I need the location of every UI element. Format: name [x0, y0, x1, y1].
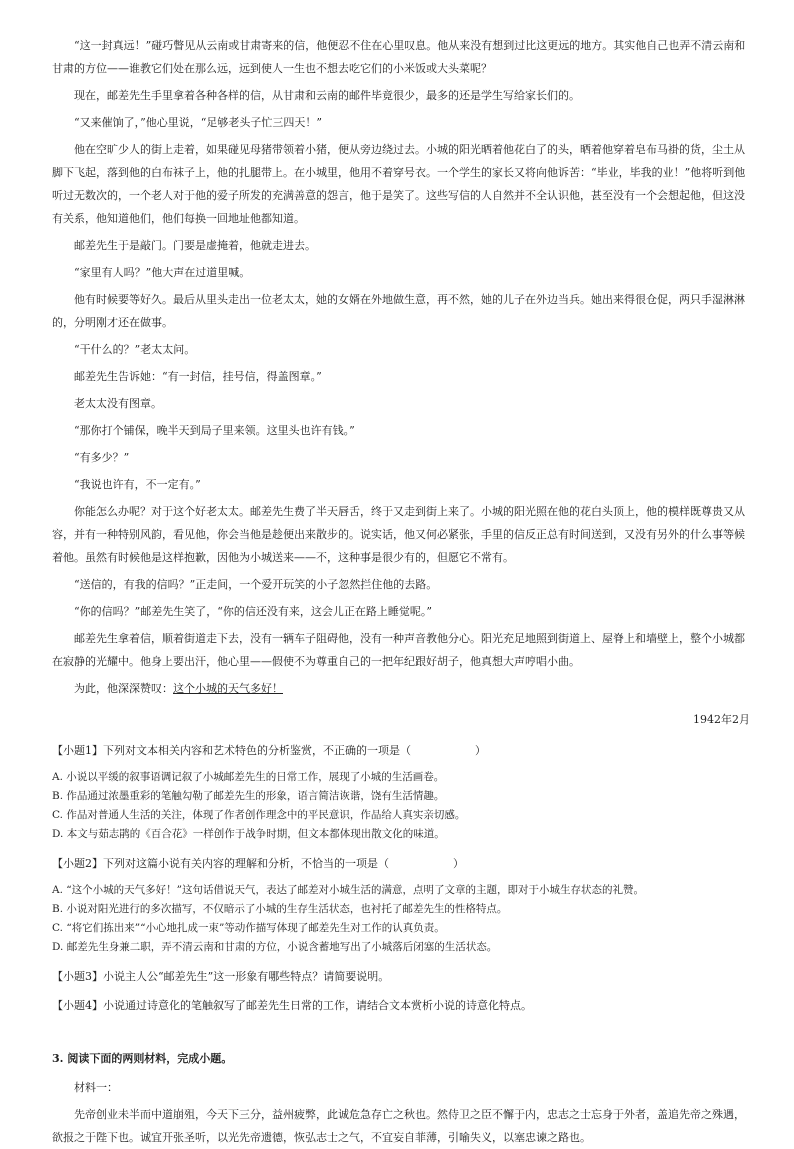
paragraph-5: 邮差先生于是敲门。门要是虚掩着，他就走进去。	[74, 239, 316, 252]
question-1	[52, 739, 750, 844]
paragraph-7: 他有时候要等好久。最后从里头走出一位老太太，她的女婿在外地做生意，再不然，她的儿子在外边当兵。她出来得很仓促，两只手湿淋淋的，分明刚才还在做事。	[52, 293, 745, 329]
question-2	[52, 852, 750, 957]
material-1-label: 材料一：	[74, 1081, 118, 1094]
q1-option-d: D. 本文与茹志鹃的《百合花》一样创作于战争时期，但文本都体现出散文化的味道。	[52, 828, 445, 840]
question-3: 【小题3】小说主人公“邮差先生”这一形象有哪些特点？请简要说明。	[52, 970, 390, 983]
q1-option-b: B. 作品通过浓墨重彩的笔触勾勒了邮差先生的形象，语言简洁诙谐，饶有生活情趣。	[52, 790, 445, 802]
material-1-text: 先帝创业未半而中道崩殂，今天下三分，益州疲弊，此诚危急存亡之秋也。然侍卫之臣不懈于内，忠志之士忘身于外者，盖追先帝之殊遇，欲报之于陛下也。诚宜开张圣听，以光先帝遗德，恢弘志士之气，不宜妄自菲薄，引喻失义，以塞忠谏之路也。	[52, 1108, 745, 1144]
section-3-title: 3. 阅读下面的两则材料，完成小题。	[52, 1052, 233, 1065]
paragraph-3: “又来催饷了，”他心里说，“足够老头子忙三四天！”	[74, 116, 322, 129]
paragraph-6: “家里有人吗？”他大声在过道里喊。	[74, 266, 251, 279]
final-lead: 为此，他深深赞叹：	[74, 682, 173, 695]
paragraph-17: 邮差先生拿着信，顺着街道走下去，没有一辆车子阻碍他，没有一种声音教他分心。阳光充足地照到街道上、屋脊上和墙壁上，整个小城都在寂静的光耀中。他身上要出汗，他心里——假使不为尊重自己的一把年纪跟好胡子，他真想大声哼唱小曲。	[52, 632, 745, 668]
paragraph-10: 老太太没有图章。	[74, 397, 162, 410]
paragraph-2: 现在，邮差先生手里拿着各种各样的信，从甘肃和云南的邮件毕竟很少，最多的还是学生写给家长们的。	[74, 89, 580, 102]
paragraph-4: 他在空旷少人的街上走着，如果碰见母猪带领着小猪，便从旁边绕过去。小城的阳光晒着他花白了的头，晒着他穿着皂布马褂的货，尘土从脚下飞起，落到他的白布袜子上，他的扎腿带上。在小城里，他用不着穿号衣。一个学生的家长又将向他诉苦：“毕业，毕我的业！”他将听到他听过无数次的，一个老人对于他的爱子所发的充满善意的怨言，他于是笑了。这些写信的人自然并不全认识他，甚至没有一个会想起他，但这没有关系，他知道他们，他们每换一回地址他都知道。	[52, 143, 746, 225]
q1-options	[52, 768, 750, 844]
paragraph-9: 邮差先生告诉她：“有一封信，挂号信，得盖图章。”	[74, 370, 322, 383]
q2-option-c: C. “将它们拣出来”“小心地扎成一束”等动作描写体现了邮差先生对工作的认真负责。	[52, 922, 445, 934]
question-4: 【小题4】小说通过诗意化的笔触叙写了邮差先生日常的工作，请结合文本赏析小说的诗意化特点。	[52, 999, 532, 1012]
paragraph-11: “那你打个铺保，晚半天到局子里来领。这里头也许有钱。”	[74, 424, 355, 437]
q1-stem: 【小题1】下列对文本相关内容和艺术特色的分析鉴赏，不正确的一项是（	[52, 744, 411, 757]
paragraph-14: 你能怎么办呢？对于这个好老太太。邮差先生费了半天唇舌，终于又走到街上来了。小城的阳光照在他的花白头顶上，他的模样既尊贵又从容，并有一种特别风韵，看见他，你会当他是趁便出来散步的。说实话，他又何必紧张，手里的信反正总有时间送到，又没有另外的什么事等候着他。虽然有时候他是这样抱歉，因他为小城送来——不，这种事是很少有的，但愿它不常有。	[52, 505, 745, 564]
q2-option-b: B. 小说对阳光进行的多次描写，不仅暗示了小城的生存生活状态，也衬托了邮差先生的性格特点。	[52, 903, 508, 915]
paragraph-final	[52, 677, 750, 700]
paragraph-16: “你的信吗？”邮差先生笑了，“你的信还没有来，这会儿正在路上睡觉呢。”	[74, 605, 432, 618]
q1-option-a: A. 小说以平缓的叙事语调记叙了小城邮差先生的日常工作，展现了小城的生活画卷。	[52, 771, 445, 783]
q2-stem: 【小题2】下列对这篇小说有关内容的理解和分析，不恰当的一项是（	[52, 857, 389, 870]
q2-options	[52, 881, 750, 957]
publication-date: 1942年2月	[693, 713, 750, 726]
q1-option-c: C. 作品对普通人生活的关注，体现了作者创作理念中的平民意识，作品给人真实亲切感。	[52, 809, 466, 821]
paragraph-8: “干什么的？”老太太问。	[74, 343, 196, 356]
q2-option-d: D. 邮差先生身兼二职，弄不清云南和甘肃的方位，小说含蓄地写出了小城落后闭塞的生活状态。	[52, 941, 498, 953]
q2-option-a: A. “这个小城的天气多好！”这句话借说天气，表达了邮差对小城生活的满意，点明了文章的主题，即对于小城生存状态的礼赞。	[52, 884, 644, 896]
q1-close: ）	[475, 744, 486, 757]
paragraph-1: “这一封真远！”碰巧瞥见从云南或甘肃寄来的信，他便忍不住在心里叹息。他从来没有想到过比这更远的地方。其实他自己也弄不清云南和甘肃的方位——谁教它们处在那么远，远到使人一生也不想去吃它们的小米饭或大头菜呢？	[52, 39, 746, 75]
paragraph-13: “我说也许有，不一定有。”	[74, 478, 201, 491]
story-body	[52, 34, 750, 700]
paragraph-15: “送信的，有我的信吗？”正走间，一个爱开玩笑的小子忽然拦住他的去路。	[74, 578, 438, 591]
q2-close: ）	[453, 857, 464, 870]
paragraph-12: “有多少？”	[74, 451, 130, 464]
section-3	[52, 1047, 750, 1149]
final-underlined-quote: 这个小城的天气多好！	[173, 682, 283, 695]
